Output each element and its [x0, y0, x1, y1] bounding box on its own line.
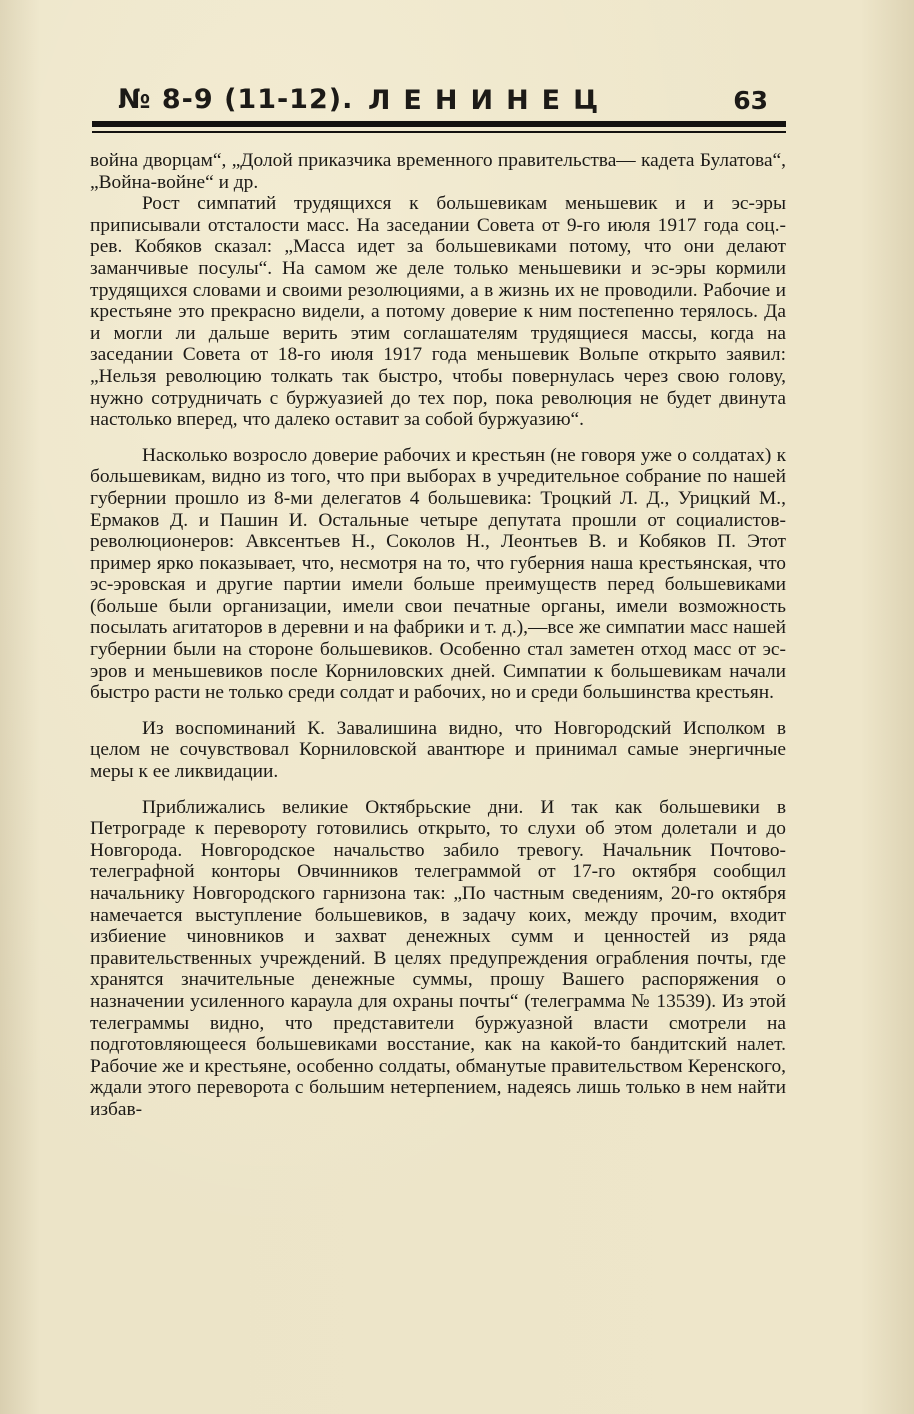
paragraph: война дворцам“, „Долой приказчика временного правительства— кадета Булатова“, „Война-войне“ и др.: [90, 150, 786, 193]
journal-title: ЛЕНИНЕЦ: [368, 85, 612, 116]
body-text: [90, 150, 786, 1121]
paragraph: Насколько возросло доверие рабочих и крестьян (не говоря уже о солдатах) к большевикам, видно из того, что при выборах в учредительное собрание по нашей губернии прошло из 8-ми делегатов 4 большевика: Троцкий Л. Д., Урицкий М., Ермаков Д. и Пашин И. Остальные четыре депутата прошли от социалистов-революционеров: Авксентьев Н., Соколов Н., Леонтьев В. и Кобяков П. Этот пример ярко показывает, что, несмотря на то, что губерния наша крестьянская, что эс-эровская и другие партии имели больше преимуществ перед большевиками (больше были организации, имели свои печатные органы, имели возможность посылать агитаторов в деревни и на фабрики и т. д.),—все же симпатии масс нашей губернии были на стороне большевиков. Особенно стал заметен отход масс от эс-эров и меньшевиков после Корниловских дней. Симпатии к большевикам начали быстро расти не только среди солдат и рабочих, но и среди большинства крестьян.: [90, 444, 786, 704]
page-number: 63: [733, 86, 768, 115]
issue-number: № 8-9 (11-12).: [118, 84, 354, 115]
paragraph: Приближались великие Октябрьские дни. И так как большевики в Петрограде к перевороту готовились открыто, то слухи об этом долетали и до Новгорода. Новгородское начальство забило тревогу. Начальник Почтово-телеграфной конторы Овчинников телеграммой от 17-го октября сообщил начальнику Новгородского гарнизона так: „По частным сведениям, 20-го октября намечается выступление большевиков, в задачу коих, между прочим, входит избиение чиновников и захват денежных сумм и ценностей из ряда правительственных учреждений. В целях предупреждения ограбления почты, где хранятся значительные денежные суммы, прошу Вашего распоряжения о назначении усиленного караула для охраны почты“ (телеграмма № 13539). Из этой телеграммы видно, что представители буржуазной власти смотрели на подготовляющееся большевиками восстание, как на какой-то бандитский налет. Рабочие же и крестьяне, особенно солдаты, обманутые правительством Керенского, ждали этого переворота с большим нетерпением, надеясь лишь только в нем найти избав-: [90, 796, 786, 1120]
header-rule-thin: [92, 131, 786, 133]
paragraph: Из воспоминаний К. Завалишина видно, что Новгородский Исполком в целом не сочувствовал Корниловской авантюре и принимал самые энергичные меры к ее ликвидации.: [90, 717, 786, 783]
running-header: [118, 84, 768, 124]
paragraph: Рост симпатий трудящихся к большевикам меньшевик и и эс-эры приписывали отсталости масс. На заседании Совета от 9-го июля 1917 года соц.-рев. Кобяков сказал: „Масса идет за большевиками потому, что они делают заманчивые посулы“. На самом же деле только меньшевики и эс-эры кормили трудящихся словами и своими резолюциями, а в жизнь их не проводили. Рабочие и крестьяне это прекрасно видели, а потому доверие к ним постепенно терялось. Да и могли ли дальше верить этим соглашателям трудящиеся массы, когда на заседании Совета от 18-го июля 1917 года меньшевик Вольпе открыто заявил: „Нельзя революцию толкать так быстро, чтобы повернулась через свою голову, нужно сотрудничать с буржуазией до тех пор, пока революция не будет двинута настолько вперед, что далеко оставит за собой буржуазию“.: [90, 193, 786, 431]
header-rule-thick: [92, 121, 786, 127]
